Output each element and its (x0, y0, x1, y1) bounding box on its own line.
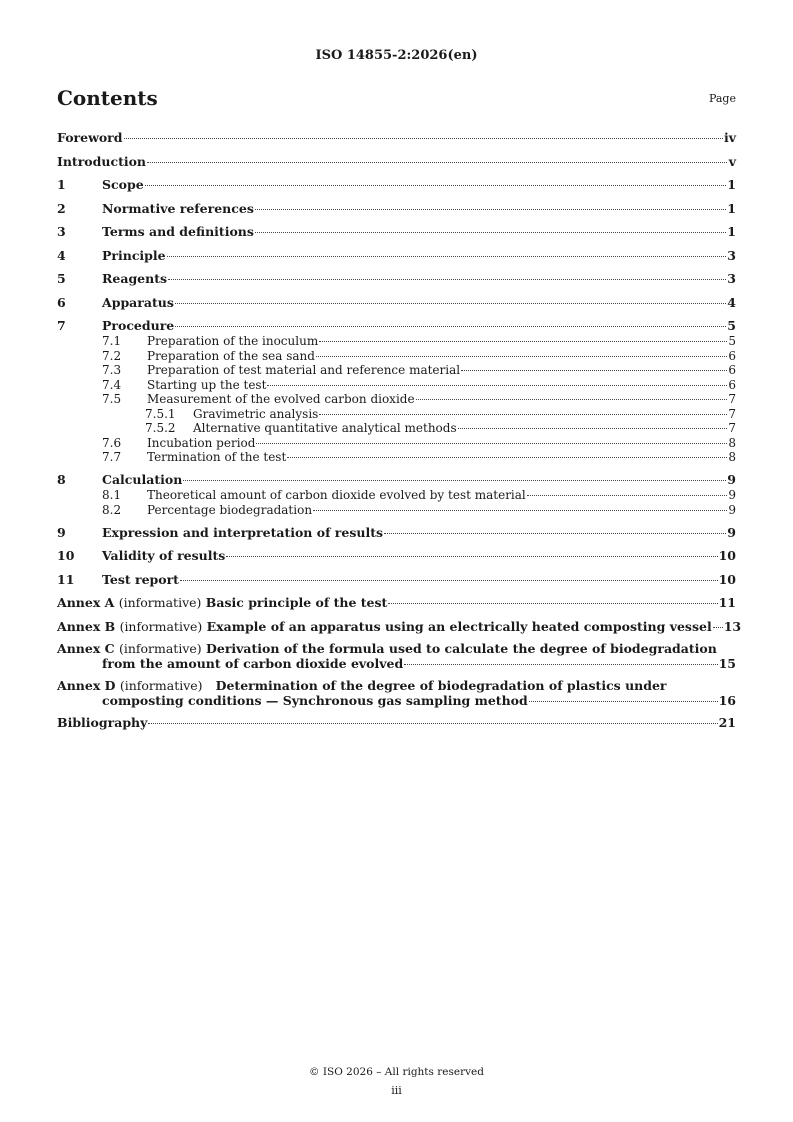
toc-subsubentry[interactable] (57, 421, 736, 436)
toc-entry-title: Test report (102, 571, 179, 587)
dot-leader (124, 138, 723, 139)
annex-line-2 (57, 693, 736, 708)
toc-subentry-title: Measurement of the evolved carbon dioxide (147, 392, 415, 406)
toc-entry-title: Bibliography (57, 715, 148, 730)
document-id-header: ISO 14855-2:2026(en) (315, 48, 478, 63)
toc-page-number: 7 (728, 406, 736, 421)
toc-subentry-title: Alternative quantitative analytical methods (193, 421, 457, 435)
toc-entry-foreword[interactable] (57, 129, 736, 146)
toc-page-number: 9 (728, 502, 736, 517)
annex-title-cont: composting conditions — Synchronous gas sampling method (102, 692, 528, 708)
toc-page-number: 6 (728, 377, 736, 392)
section-number: 11 (57, 571, 75, 587)
annex-title: Derivation of the formula used to calculate the degree of biodegradation (206, 641, 717, 656)
dot-leader (529, 701, 718, 702)
toc-page-number: iv (723, 130, 736, 145)
toc-page-number: 7 (728, 421, 736, 435)
page-column-label: Page (708, 92, 736, 105)
subsection-number: 7.5.2 (145, 421, 176, 435)
subsection-number: 8.2 (102, 502, 122, 517)
toc-page-number: 10 (718, 571, 736, 587)
annex-line-1 (57, 641, 736, 656)
toc-entry-test-report[interactable] (57, 571, 736, 588)
annex-line-1 (57, 678, 736, 693)
dot-leader (388, 603, 717, 604)
toc-entry-title: Terms and definitions (102, 224, 254, 239)
annex-title: Determination of the degree of biodegradation of plastics under (215, 677, 667, 693)
dot-leader (713, 627, 723, 628)
section-number: 3 (57, 224, 66, 239)
annex-label: Annex C (57, 641, 115, 656)
toc-subentry-title: Preparation of test material and reference material (147, 363, 461, 377)
section-number: 1 (57, 177, 66, 192)
subsection-number: 7.5 (102, 392, 122, 406)
toc-entry-annex-c[interactable] (57, 641, 736, 671)
annex-label: Annex A (57, 595, 115, 610)
toc-page-number: 4 (727, 294, 736, 310)
toc-subentry-title: Gravimetric analysis (193, 406, 319, 421)
toc-entry-title: Expression and interpretation of results (102, 524, 384, 540)
toc-subentry[interactable] (57, 363, 736, 378)
toc-subentry-title: Preparation of the inoculum (147, 334, 319, 348)
toc-page-number: v (728, 153, 736, 169)
toc-page-number: 8 (728, 450, 736, 464)
annex-heading (57, 618, 712, 635)
section-number: 2 (57, 200, 66, 216)
toc-subentry-title: Starting up the test (147, 377, 267, 392)
annex-type: (informative) (119, 677, 203, 693)
section-number: 6 (57, 294, 66, 310)
toc-entry-annex-b[interactable] (57, 618, 742, 635)
toc-entry-normative-references[interactable] (57, 200, 736, 217)
toc-entry-procedure[interactable] (57, 317, 736, 334)
toc-entry-title: Validity of results (102, 548, 226, 563)
annex-label: Annex B (57, 618, 116, 634)
toc-entry-bibliography[interactable] (57, 714, 736, 731)
annex-type: (informative) (118, 595, 202, 610)
toc-entry-title: Procedure (102, 318, 175, 333)
toc-entry-title: Scope (102, 177, 144, 192)
toc-page-number: 5 (728, 334, 736, 348)
toc-page-number: 21 (718, 715, 736, 730)
dot-leader (316, 356, 727, 357)
toc-page-number: 1 (727, 224, 736, 239)
toc-page-number: 9 (727, 524, 736, 540)
toc-entry-reagents[interactable] (57, 270, 736, 287)
dot-leader (313, 510, 727, 511)
dot-leader (180, 580, 718, 581)
toc-entry-title: Foreword (57, 130, 123, 145)
annex-heading (57, 594, 387, 611)
toc-page-number: 16 (718, 692, 736, 708)
dot-leader (319, 341, 727, 342)
annex-label: Annex D (57, 677, 116, 693)
toc-entry-scope[interactable] (57, 176, 736, 193)
toc-subentry[interactable] (57, 392, 736, 407)
toc-page-number: 9 (728, 488, 736, 502)
toc-entry-principle[interactable] (57, 247, 736, 264)
dot-leader (527, 495, 727, 496)
toc-page-number: 13 (723, 618, 742, 634)
dot-leader (148, 723, 717, 724)
dot-leader (267, 385, 727, 386)
toc-page-number: 7 (728, 392, 736, 406)
dot-leader (458, 428, 727, 429)
dot-leader (287, 457, 727, 458)
toc-subentry[interactable] (57, 334, 736, 349)
contents-title: Contents (57, 86, 158, 110)
toc-entry-introduction[interactable] (57, 153, 736, 170)
toc-page-number: 1 (727, 177, 736, 192)
subsection-number: 7.7 (102, 450, 122, 464)
footer-page-number: iii (391, 1084, 402, 1097)
toc-entry-title: Principle (102, 247, 166, 263)
dot-leader (175, 326, 726, 327)
annex-type: (informative) (118, 641, 202, 656)
annex-title: Example of an apparatus using an electrically heated composting vessel (206, 618, 712, 634)
dot-leader (319, 414, 727, 415)
toc-entry-title: Calculation (102, 472, 183, 487)
dot-leader (384, 533, 726, 534)
toc-page-number: 6 (728, 363, 736, 377)
toc-subentry-title: Incubation period (147, 435, 256, 450)
toc-entry-calculation[interactable] (57, 471, 736, 488)
annex-title: Basic principle of the test (205, 595, 388, 610)
dot-leader (404, 664, 717, 665)
dot-leader (255, 232, 726, 233)
toc-subentry-title: Percentage biodegradation (147, 502, 313, 517)
table-of-contents (57, 129, 742, 731)
dot-leader (255, 209, 726, 210)
toc-subentry[interactable] (57, 488, 736, 503)
toc-page-number: 3 (727, 247, 736, 263)
subsection-number: 7.5.1 (145, 406, 176, 421)
subsection-number: 7.2 (102, 348, 122, 363)
toc-entry-title: Normative references (102, 200, 254, 216)
toc-page-number: 10 (718, 548, 736, 563)
toc-page-number: 11 (718, 595, 736, 610)
dot-leader (145, 185, 727, 186)
dot-leader (175, 303, 726, 304)
toc-page-number: 3 (727, 271, 736, 286)
toc-page-number: 15 (718, 656, 736, 671)
subsection-number: 8.1 (102, 488, 122, 502)
toc-entry-title: Apparatus (102, 294, 174, 310)
toc-entry-validity[interactable] (57, 547, 736, 564)
toc-entry-terms-definitions[interactable] (57, 223, 736, 240)
subsection-number: 7.1 (102, 334, 122, 348)
section-number: 4 (57, 247, 66, 263)
dot-leader (183, 480, 726, 481)
dot-leader (416, 399, 727, 400)
toc-subsubentry[interactable] (57, 407, 736, 422)
toc-entry-title: Introduction (57, 153, 147, 169)
subsection-number: 7.6 (102, 435, 122, 450)
dot-leader (226, 556, 717, 557)
subsection-number: 7.4 (102, 377, 122, 392)
toc-entry-apparatus[interactable] (57, 294, 736, 311)
section-number: 9 (57, 524, 66, 540)
toc-subentry[interactable] (57, 503, 736, 518)
toc-page-number: 9 (727, 472, 736, 487)
toc-page-number: 1 (727, 200, 736, 216)
section-number: 7 (57, 318, 66, 333)
toc-page-number: 6 (728, 348, 736, 363)
annex-line-2 (57, 656, 736, 671)
toc-page-number: 5 (727, 318, 736, 333)
copyright-footer: © ISO 2026 – All rights reserved (309, 1066, 484, 1078)
section-number: 5 (57, 271, 66, 286)
annex-type: (informative) (119, 618, 203, 634)
section-number: 8 (57, 472, 66, 487)
dot-leader (256, 443, 727, 444)
toc-subentry[interactable] (57, 436, 736, 451)
dot-leader (168, 279, 726, 280)
section-number: 10 (57, 548, 75, 563)
dot-leader (461, 370, 727, 371)
toc-page-number: 8 (728, 435, 736, 450)
toc-entry-expression-results[interactable] (57, 524, 736, 541)
toc-entry-annex-a[interactable] (57, 594, 736, 611)
toc-subentry-title: Termination of the test (147, 450, 287, 464)
toc-entry-annex-d[interactable] (57, 678, 736, 708)
toc-subentry-title: Preparation of the sea sand (147, 348, 315, 363)
toc-subentry[interactable] (57, 450, 736, 465)
toc-entry-title: Reagents (102, 271, 168, 286)
dot-leader (147, 162, 727, 163)
annex-title-cont: from the amount of carbon dioxide evolved (102, 656, 404, 671)
toc-subentry-title: Theoretical amount of carbon dioxide evolved by test material (147, 488, 526, 502)
toc-subentry[interactable] (57, 378, 736, 393)
dot-leader (167, 256, 727, 257)
toc-subentry[interactable] (57, 349, 736, 364)
subsection-number: 7.3 (102, 363, 122, 377)
